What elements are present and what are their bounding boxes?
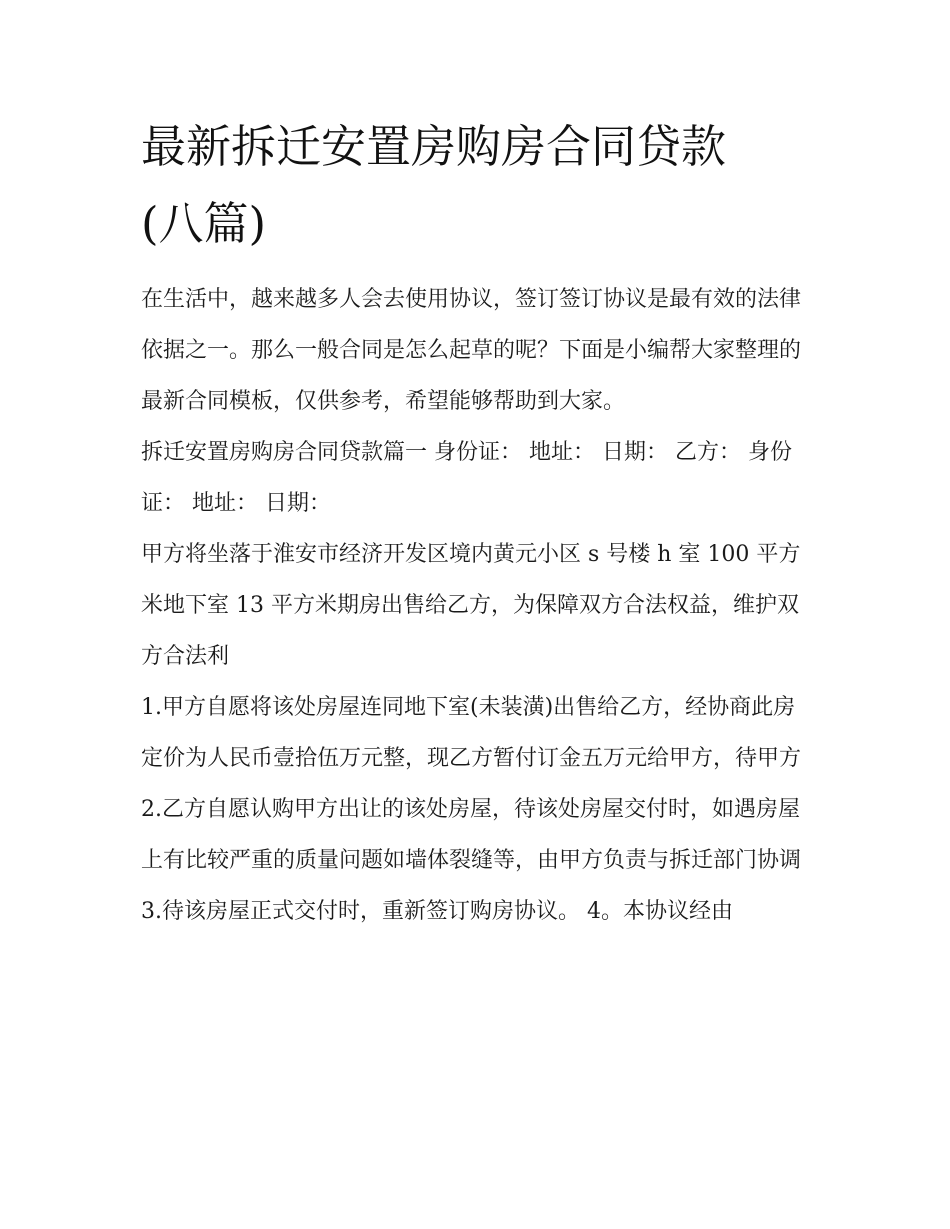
title-line-1: 最新拆迁安置房购房合同贷款 (141, 120, 727, 173)
intro-paragraph: 在生活中，越来越多人会去使用协议，签订签订协议是最有效的法律依据之一。那么一般合同是怎么起草的呢？下面是小编帮大家整理的最新合同模板，仅供参考，希望能够帮助到大家。 (141, 287, 802, 414)
document-title (141, 108, 813, 262)
clause-1-paragraph: 1.甲方自愿将该处房屋连同地下室(未装潢)出售给乙方，经协商此房定价为人民币壹拾伍万元整，现乙方暂付订金五万元给甲方，待甲方 (141, 695, 802, 771)
title-line-2: (八篇) (141, 197, 267, 250)
clause-3-paragraph: 3.待该房屋正式交付时，重新签订购房协议。 4。本协议经由 (141, 899, 733, 924)
document-body (141, 108, 813, 937)
party-info-paragraph: 拆迁安置房购房合同贷款篇一 身份证： 地址： 日期： 乙方： 身份证： 地址： 日期： (141, 440, 792, 516)
clause-2-paragraph: 2.乙方自愿认购甲方出让的该处房屋，待该处房屋交付时，如遇房屋上有比较严重的质量问题如墙体裂缝等，由甲方负责与拆迁部门协调 (141, 797, 802, 873)
property-paragraph: 甲方将坐落于淮安市经济开发区境内黄元小区 s 号楼 h 室 100 平方米地下室 13 平方米期房出售给乙方，为保障双方合法权益，维护双方合法利 (141, 542, 801, 669)
